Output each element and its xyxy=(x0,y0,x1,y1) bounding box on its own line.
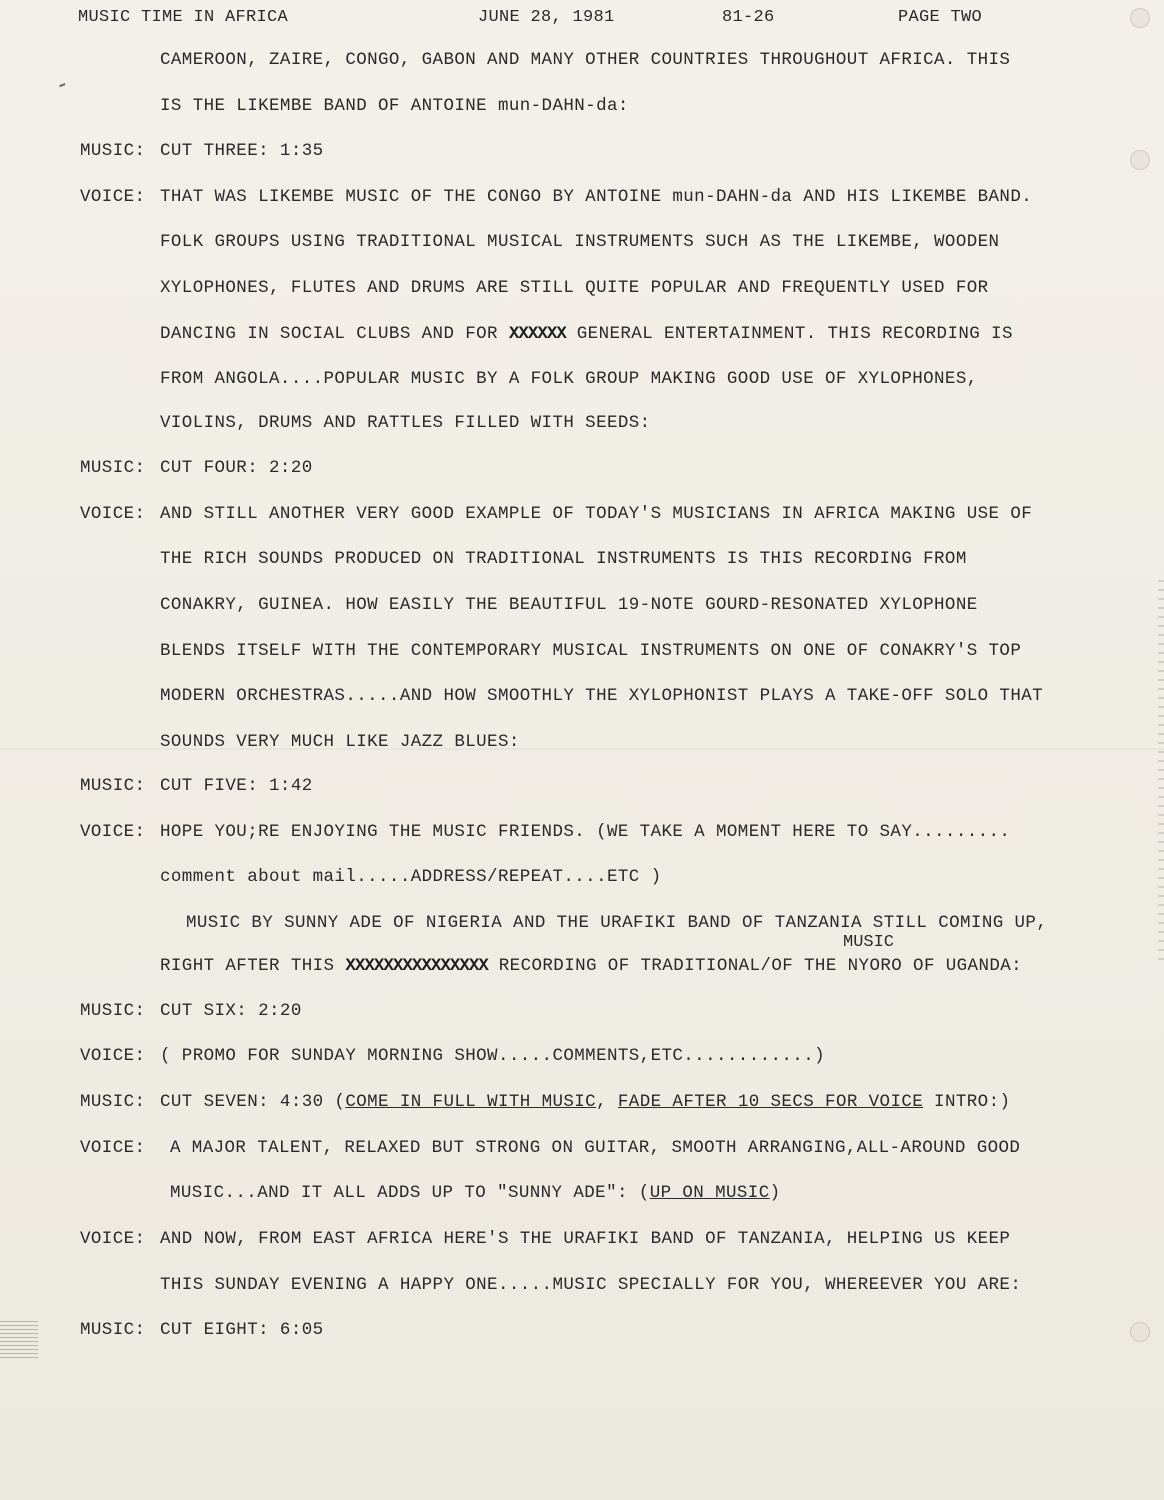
page-header xyxy=(0,4,1164,32)
struck-out-text: XXXXXXXXXXXXXXX xyxy=(345,956,488,976)
header-page: PAGE TWO xyxy=(898,8,983,27)
line-segment: DANCING IN SOCIAL CLUBS AND FOR xyxy=(160,324,498,344)
cue-text: AND STILL ANOTHER VERY GOOD EXAMPLE OF TODAY'S MUSICIANS IN AFRICA MAKING USE OF xyxy=(160,504,1033,524)
cue-label: MUSIC: xyxy=(80,1001,146,1021)
script-line: comment about mail.....ADDRESS/REPEAT....ETC ) xyxy=(160,867,662,887)
header-date: JUNE 28, 1981 xyxy=(478,8,615,27)
scan-artifact xyxy=(0,1318,38,1358)
cue-label: VOICE: xyxy=(80,822,146,842)
cue-text: CUT EIGHT: 6:05 xyxy=(160,1320,324,1340)
cue-label: MUSIC: xyxy=(80,1320,146,1340)
line-segment: GENERAL ENTERTAINMENT. THIS RECORDING IS xyxy=(576,324,1013,344)
cue-label: VOICE: xyxy=(80,187,146,207)
cue-text: ( PROMO FOR SUNDAY MORNING SHOW.....COMMENTS,ETC............) xyxy=(160,1046,826,1066)
script-line: XYLOPHONES, FLUTES AND DRUMS ARE STILL QUITE POPULAR AND FREQUENTLY USED FOR xyxy=(160,278,989,298)
cue-label: MUSIC: xyxy=(80,458,146,478)
script-line: SOUNDS VERY MUCH LIKE JAZZ BLUES: xyxy=(160,732,520,752)
line-segment: MUSIC...AND IT ALL ADDS UP TO "SUNNY ADE": ( xyxy=(170,1183,650,1203)
cue-text: CUT SIX: 2:20 xyxy=(160,1001,302,1021)
cue-text: CUT FIVE: 1:42 xyxy=(160,776,313,796)
cue-label: VOICE: xyxy=(80,1229,146,1249)
line-segment: RECORDING OF TRADITIONAL/OF THE NYORO OF UGANDA: xyxy=(498,956,1023,976)
script-line: CAMEROON, ZAIRE, CONGO, GABON AND MANY OTHER COUNTRIES THROUGHOUT AFRICA. THIS xyxy=(160,50,1011,70)
script-line xyxy=(170,1183,781,1203)
struck-out-text: XXXXXX xyxy=(508,324,566,344)
line-segment: RIGHT AFTER THIS xyxy=(160,956,335,976)
script-line: IS THE LIKEMBE BAND OF ANTOINE mun-DAHN-da: xyxy=(160,96,629,116)
punch-hole xyxy=(1130,150,1150,170)
cue-label: VOICE: xyxy=(80,1138,146,1158)
line-segment: INTRO:) xyxy=(923,1092,1011,1112)
pen-mark xyxy=(59,83,67,91)
underlined-text: COME IN FULL WITH MUSIC xyxy=(345,1092,597,1112)
cue-text xyxy=(160,1092,1010,1112)
cue-text: THAT WAS LIKEMBE MUSIC OF THE CONGO BY ANTOINE mun-DAHN-da AND HIS LIKEMBE BAND. xyxy=(160,187,1033,207)
insertion-note: MUSIC xyxy=(843,933,895,952)
cue-label: MUSIC: xyxy=(80,1092,146,1112)
cue-text: CUT THREE: 1:35 xyxy=(160,141,324,161)
scan-edge xyxy=(1158,580,1164,960)
script-line: THE RICH SOUNDS PRODUCED ON TRADITIONAL INSTRUMENTS IS THIS RECORDING FROM xyxy=(160,549,967,569)
cue-text: A MAJOR TALENT, RELAXED BUT STRONG ON GUITAR, SMOOTH ARRANGING,ALL-AROUND GOOD xyxy=(170,1138,1021,1158)
script-line: BLENDS ITSELF WITH THE CONTEMPORARY MUSICAL INSTRUMENTS ON ONE OF CONAKRY'S TOP xyxy=(160,641,1022,661)
punch-hole xyxy=(1130,1322,1150,1342)
cue-label: MUSIC: xyxy=(80,141,146,161)
script-line: CONAKRY, GUINEA. HOW EASILY THE BEAUTIFUL 19-NOTE GOURD-RESONATED XYLOPHONE xyxy=(160,595,978,615)
script-line: FOLK GROUPS USING TRADITIONAL MUSICAL INSTRUMENTS SUCH AS THE LIKEMBE, WOODEN xyxy=(160,232,1000,252)
underlined-text: UP ON MUSIC xyxy=(649,1183,770,1203)
script-line: FROM ANGOLA....POPULAR MUSIC BY A FOLK GROUP MAKING GOOD USE OF XYLOPHONES, xyxy=(160,369,978,389)
script-line: THIS SUNDAY EVENING A HAPPY ONE.....MUSIC SPECIALLY FOR YOU, WHEREEVER YOU ARE: xyxy=(160,1275,1022,1295)
header-number: 81-26 xyxy=(722,8,775,27)
header-title: MUSIC TIME IN AFRICA xyxy=(78,8,289,27)
script-line: VIOLINS, DRUMS AND RATTLES FILLED WITH SEEDS: xyxy=(160,413,651,433)
script-line: MODERN ORCHESTRAS.....AND HOW SMOOTHLY THE XYLOPHONIST PLAYS A TAKE-OFF SOLO THAT xyxy=(160,686,1044,706)
underlined-text: FADE AFTER 10 SECS FOR VOICE xyxy=(617,1092,924,1112)
line-segment: CUT SEVEN: 4:30 ( xyxy=(160,1092,346,1112)
cue-text: CUT FOUR: 2:20 xyxy=(160,458,313,478)
cue-label: VOICE: xyxy=(80,1046,146,1066)
line-segment: ) xyxy=(769,1183,781,1203)
cue-label: MUSIC: xyxy=(80,776,146,796)
cue-text: AND NOW, FROM EAST AFRICA HERE'S THE URAFIKI BAND OF TANZANIA, HELPING US KEEP xyxy=(160,1229,1011,1249)
line-segment: , xyxy=(596,1092,618,1112)
script-line xyxy=(160,956,1022,976)
script-line xyxy=(160,324,1013,344)
script-line: MUSIC BY SUNNY ADE OF NIGERIA AND THE URAFIKI BAND OF TANZANIA STILL COMING UP, xyxy=(186,913,1048,933)
cue-label: VOICE: xyxy=(80,504,146,524)
cue-text: HOPE YOU;RE ENJOYING THE MUSIC FRIENDS. (WE TAKE A MOMENT HERE TO SAY......... xyxy=(160,822,1011,842)
